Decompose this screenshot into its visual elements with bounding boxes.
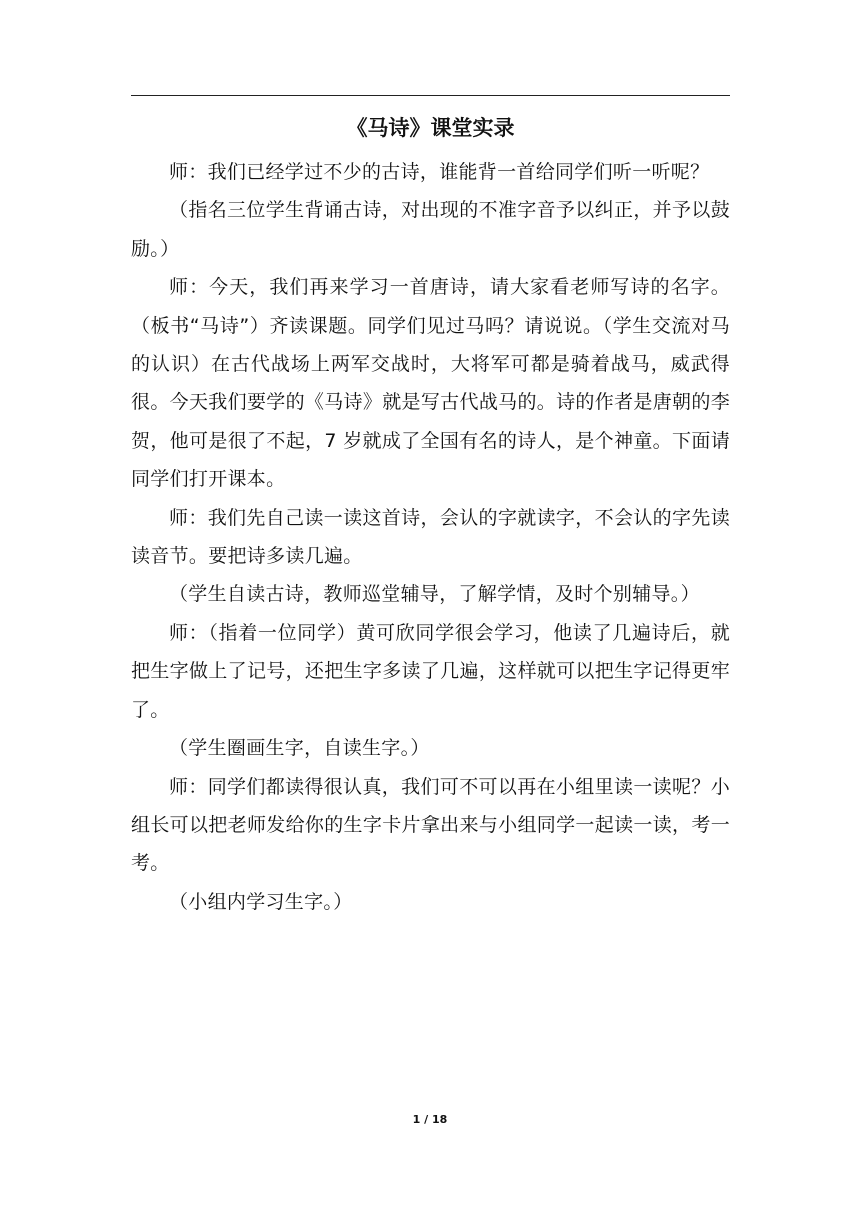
- paragraph: 师：（指着一位同学）黄可欣同学很会学习，他读了几遍诗后，就把生字做上了记号，还把生字多读了几遍，这样就可以把生字记得更牢了。: [131, 621, 730, 721]
- page-number: 1 / 18: [412, 1113, 448, 1126]
- paragraph: （指名三位学生背诵古诗，对出现的不准字音予以纠正，并予以鼓励。）: [131, 199, 730, 260]
- paragraph: 师：今天，我们再来学习一首唐诗，请大家看老师写诗的名字。（板书“马诗”）齐读课题。同学们见过马吗？请说说。（学生交流对马的认识）在古代战场上两军交战时，大将军可都是骑着战马，威武得很。今天我们要学的《马诗》就是写古代战马的。诗的作者是唐朝的李贺，他可是很了不起，7 岁就成了全国有名的诗人，是个神童。下面请同学们打开课本。: [131, 276, 730, 491]
- paragraph: 师：我们已经学过不少的古诗，谁能背一首给同学们听一听呢？: [169, 161, 710, 183]
- paragraph: （小组内学习生字。）: [169, 890, 353, 913]
- paragraph: 师：我们先自己读一读这首诗，会认的字就读字，不会认的字先读读音节。要把诗多读几遍。: [131, 506, 730, 568]
- header-rule: [131, 95, 730, 96]
- document-body: [131, 153, 730, 921]
- document-title: 《马诗》课堂实录: [346, 116, 515, 140]
- paragraph: （学生圈画生字，自读生字。）: [169, 737, 430, 760]
- paragraph: 师：同学们都读得很认真，我们可不可以再在小组里读一读呢？小组长可以把老师发给你的生字卡片拿出来与小组同学一起读一读，考一考。: [131, 775, 730, 875]
- paragraph: （学生自读古诗，教师巡堂辅导，了解学情，及时个别辅导。）: [169, 583, 700, 606]
